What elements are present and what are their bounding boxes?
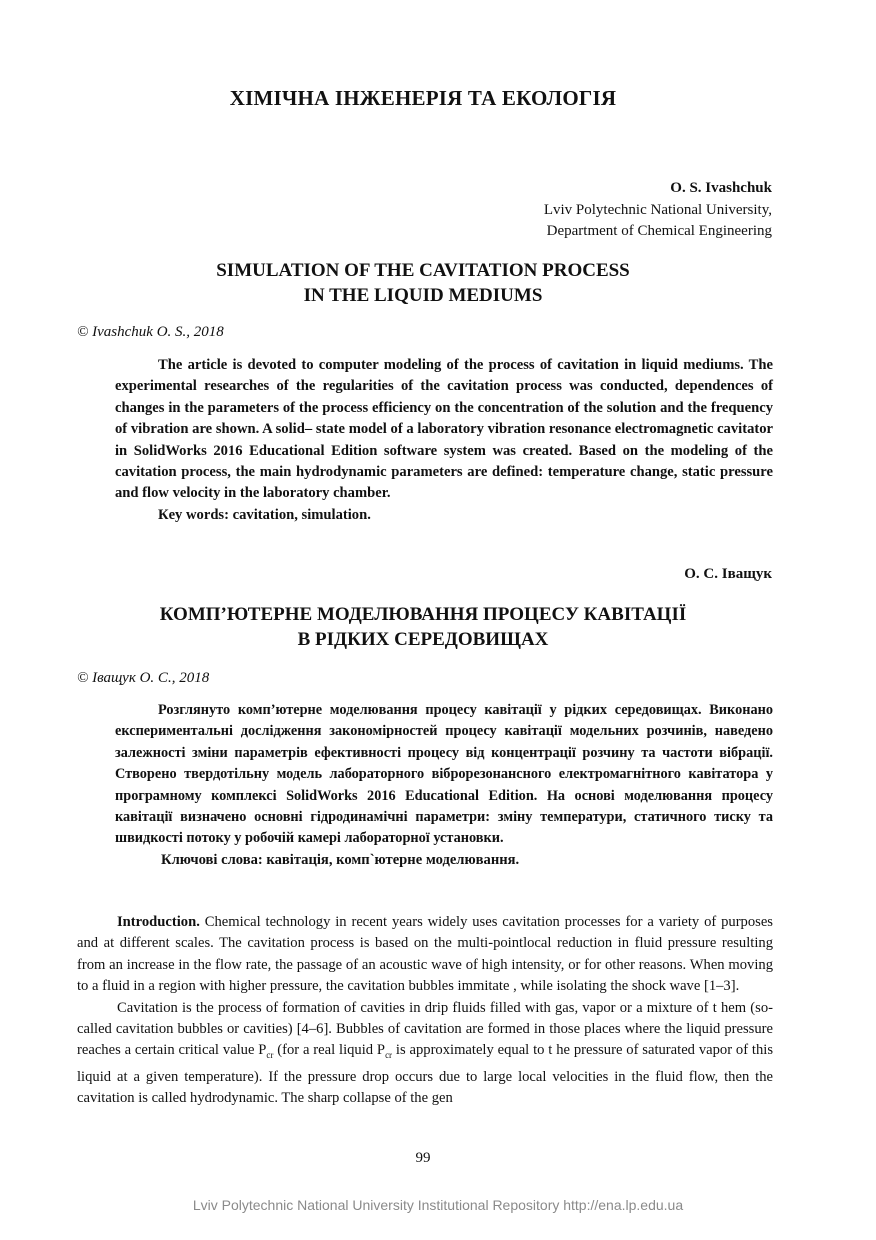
ukrainian-title-line-2: В РІДКИХ СЕРЕДОВИЩАХ — [297, 629, 549, 650]
ukrainian-title-line-1: КОМП’ЮТЕРНЕ МОДЕЛЮВАННЯ ПРОЦЕСУ КАВІТАЦІЇ — [159, 604, 687, 625]
cavitation-paragraph — [77, 998, 773, 1110]
article-body — [77, 912, 773, 1110]
ukrainian-abstract — [115, 700, 773, 871]
subscript-cr-1: cr — [266, 1050, 274, 1061]
ukrainian-copyright: © Іващук О. С., 2018 — [77, 670, 210, 686]
page-number: 99 — [415, 1150, 431, 1166]
cavitation-text-a: Cavitation is the process of formation of cavities in drip fluids filled with gas, vapor or a mixture of t hem (so-called cavitation bubbles or cavities) [4–6]. Bubbles of cavitation are formed in those places where the liquid pressure reaches a certain critical value P — [77, 999, 773, 1059]
english-author-block — [544, 178, 772, 243]
cavitation-text-b: (for a real liquid P — [273, 1042, 386, 1059]
repository-footer: Lviv Polytechnic National University Institutional Repository http://ena.lp.edu.ua — [192, 1197, 684, 1213]
cavitation-text-c: is approximately equal to t he pressure of saturated vapor of this liquid at a given temperature). If the pressure drop occurs due to large local velocities in the fluid flow, then the cavitation is called hydrodynamic. The sharp collapse of the gen — [77, 1042, 773, 1107]
english-abstract — [115, 355, 773, 526]
affiliation-line-2: Department of Chemical Engineering — [546, 223, 772, 239]
affiliation-line-1: Lviv Polytechnic National University, — [543, 201, 772, 218]
subscript-cr-2: cr — [385, 1050, 393, 1061]
introduction-paragraph — [77, 912, 773, 998]
journal-section-title: ХІМІЧНА ІНЖЕНЕРІЯ ТА ЕКОЛОГІЯ — [229, 86, 617, 110]
english-copyright: © Ivashchuk O. S., 2018 — [77, 324, 224, 340]
ukrainian-title — [0, 602, 846, 652]
ukrainian-abstract-text: Розглянуто комп’ютерне моделювання процесу кавітації у рідких середовищах. Виконано експериментальні дослідження закономірностей процесу кавітації модельних розчинів, наведено залежності зміни параметрів ефективності процесу від концентрації розчину та частоти вібрації. Створено твердотільну модель лабораторного віброрезонансного електромагнітного кавітатора у програмному комплексі SolidWorks 2016 Educational Edition. На основі моделювання процесу кавітації визначено основні гідродинамічні параметри: зміну температури, статичного тиску та швидкості потоку у робочій камері лабораторної установки. — [115, 702, 773, 847]
english-title — [0, 258, 846, 308]
introduction-heading: Introduction. — [117, 914, 200, 930]
english-abstract-text: The article is devoted to computer modeling of the process of cavitation in liquid mediums. The experimental researches of the regularities of the cavitation process was conducted, dependences of changes in the parameters of the process efficiency on the concentration of the solution and the frequency of vibration are shown. A solid– state model of a laboratory vibration resonance electromagnetic cavitator in SolidWorks 2016 Educational Edition software system was created. Based on the modeling of the cavitation process, the main hydrodynamic parameters are defined: temperature change, static pressure and flow velocity in the laboratory chamber. — [115, 357, 773, 502]
introduction-text: Chemical technology in recent years widely uses cavitation processes for a variety of purposes and at different scales. The cavitation process is based on the multi-pointlocal reduction in fluid pressure resulting from an increase in the flow rate, the passage of an acoustic wave of high intensity, or for other reasons. When moving to a fluid in a region with higher pressure, the cavitation bubbles immitate , while isolating the shock wave [1–3]. — [77, 914, 773, 995]
ukrainian-author-name: О. С. Іващук — [684, 566, 772, 582]
author-name: O. S. Ivashchuk — [670, 180, 772, 196]
english-keywords: Кey words: cavitation, simulation. — [158, 506, 371, 523]
english-title-line-2: IN THE LIQUID MEDIUMS — [303, 285, 543, 306]
ukrainian-keywords: Ключові слова: кавітація, комп`ютерне моделювання. — [161, 851, 520, 868]
english-title-line-1: SIMULATION OF THE CAVITATION PROCESS — [216, 260, 630, 281]
